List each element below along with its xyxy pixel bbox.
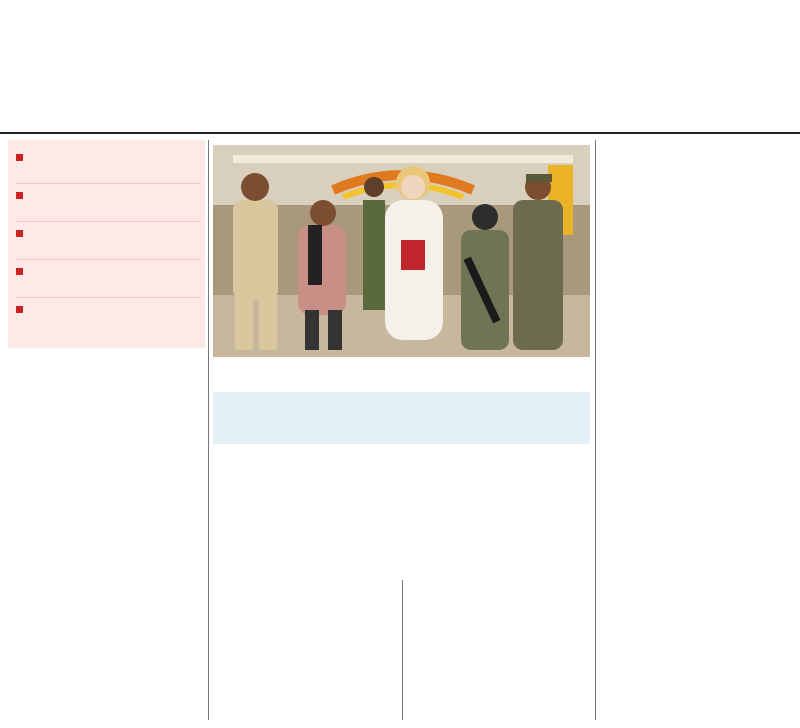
column-divider [595, 140, 596, 720]
news-photo [213, 145, 590, 357]
right-column-intro [600, 140, 792, 176]
sub-story-header [213, 392, 590, 444]
right-column-body [600, 202, 792, 721]
highlight-item [16, 222, 201, 260]
column-divider [208, 140, 209, 720]
bullet-icon [16, 192, 23, 199]
headline [0, 0, 800, 130]
bullet-icon [16, 306, 23, 313]
highlight-item [16, 184, 201, 222]
main-story-body [8, 355, 205, 721]
highlight-item [16, 298, 201, 336]
photo-caption [213, 358, 590, 378]
highlights-box [8, 140, 205, 348]
bullet-icon [16, 268, 23, 275]
lower-story-body-left [213, 598, 398, 721]
lower-story-body-right [406, 578, 590, 721]
highlight-item [16, 260, 201, 298]
bullet-icon [16, 154, 23, 161]
sub-story-body [213, 452, 590, 572]
photo-illustration [213, 145, 590, 357]
column-divider [402, 580, 403, 720]
headline-rule [0, 132, 800, 134]
highlight-item [16, 146, 201, 184]
bullet-icon [16, 230, 23, 237]
